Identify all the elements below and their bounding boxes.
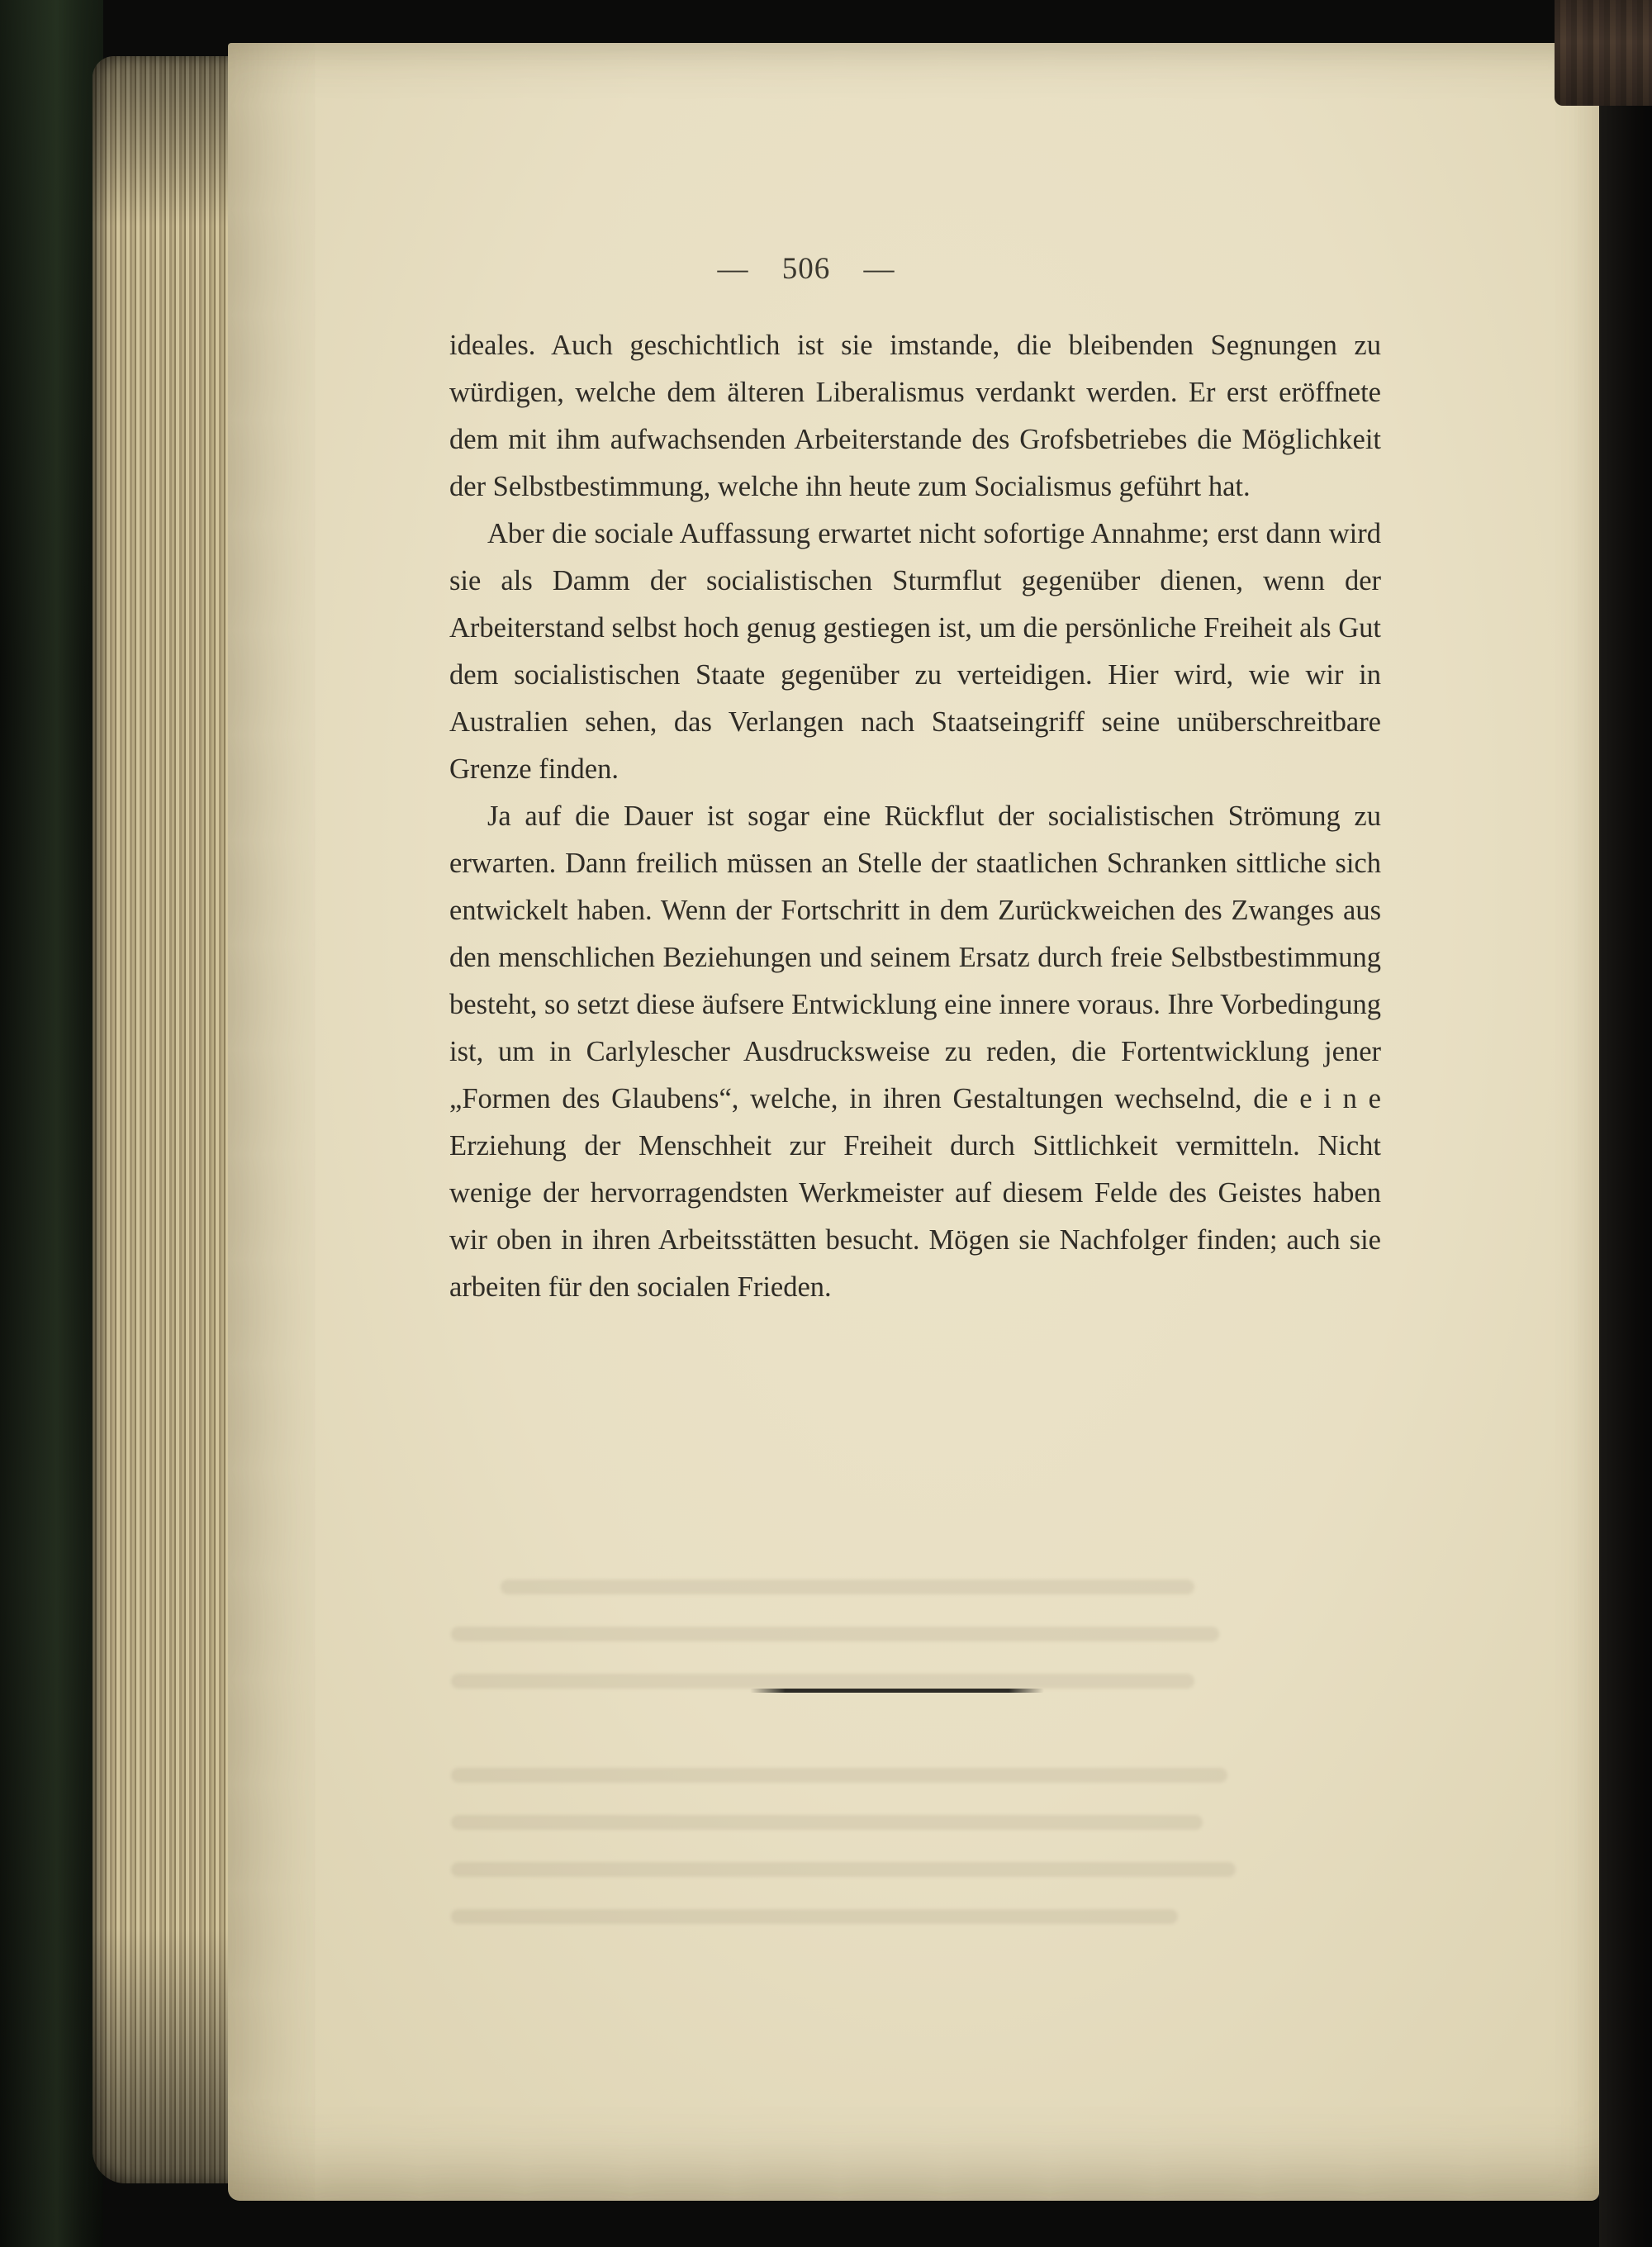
page-number: — 506 — (717, 252, 895, 286)
paragraph: Ja auf die Dauer ist sogar eine Rückflut der socialistischen Strömung zu erwarten. Dann freilich müssen an Stelle der staatlichen Schranken sittliche sich entwickelt haben. Wenn der Fortschritt in dem Zurückweichen des Zwanges aus den menschlichen Beziehungen und seinem Ersatz durch freie Selbstbestimmung besteht, so setzt diese äufsere Entwicklung eine innere voraus. Ihre Vorbedingung ist, um in Carlylescher Ausdrucksweise zu reden, die Fortentwicklung jener „Formen des Glaubens“, welche, in ihren Gestaltungen wechselnd, die e i n e Erziehung der Menschheit zur Freiheit durch Sittlichkeit vermitteln. Nicht wenige der hervorragendsten Werkmeister auf diesem Felde des Geistes haben wir oben in ihren Arbeitsstätten besucht. Mögen sie Nachfolger finden; auch sie arbeiten für den socialen Frieden. (449, 800, 1381, 1303)
body-text (449, 322, 1381, 1311)
book-cover-top-right (1555, 0, 1652, 106)
paragraph: Aber die sociale Auffassung erwartet nicht sofortige Annahme; erst dann wird sie als Damm der socialistischen Sturmflut gegenüber dienen, wenn der Arbeiterstand selbst hoch genug gestiegen ist, um die persönliche Freiheit als Gut dem socialistischen Staate gegenüber zu verteidigen. Hier wird, wie wir in Australien sehen, das Verlangen nach Staatseingriff seine unüberschreitbare Grenze finden. (449, 518, 1381, 785)
ink-bleed-through (401, 1530, 1294, 1960)
paragraph-continuation: ideales. Auch geschichtlich ist sie imstande, die bleibenden Segnungen zu würdigen, welche dem älteren Liberalismus verdankt werden. Er erst eröffnete dem mit ihm aufwachsenden Arbeiterstande des Grofsbetriebes die Möglichkeit der Selbstbestimmung, welche ihn heute zum Socialismus geführt hat. (449, 330, 1381, 502)
book-cover-left-edge (0, 0, 103, 2247)
background-right-gutter (1599, 0, 1652, 2247)
page-edges-stack (93, 56, 240, 2183)
book-page (228, 43, 1599, 2201)
